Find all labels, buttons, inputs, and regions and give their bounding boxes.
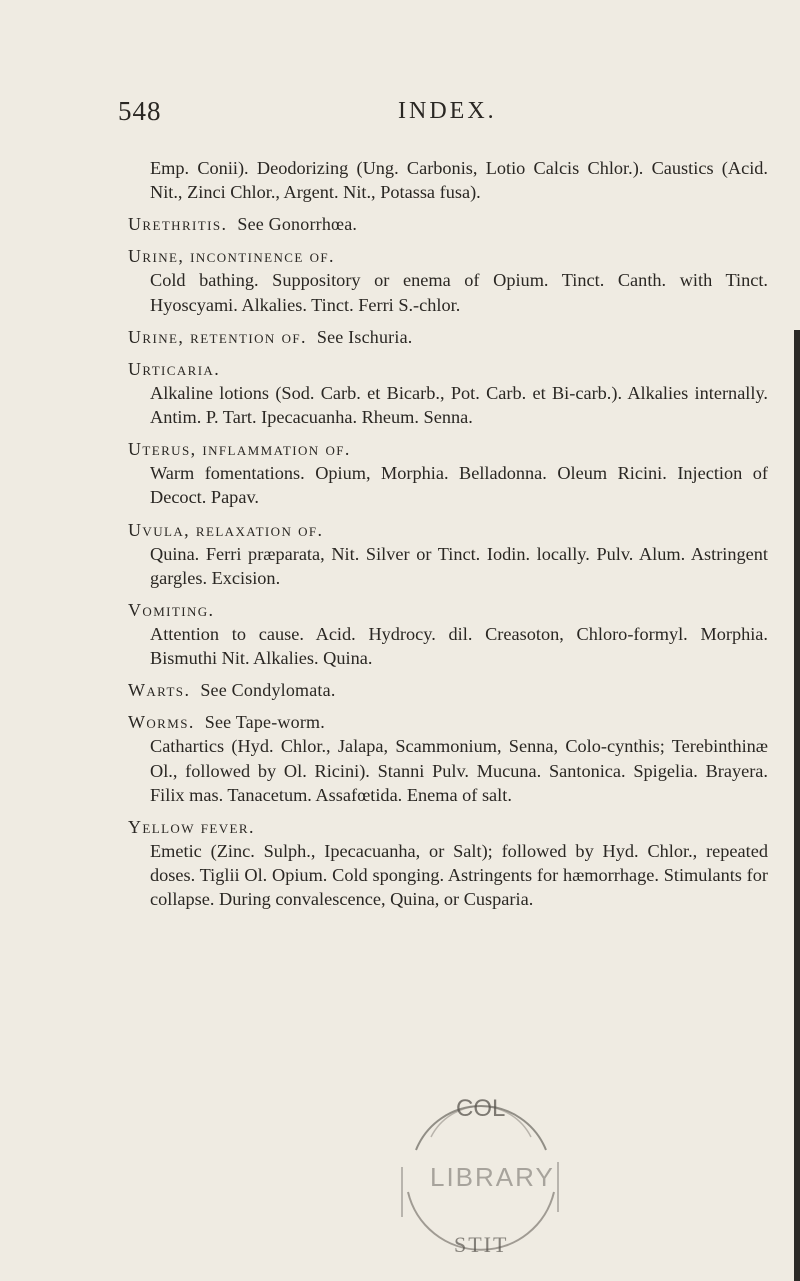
entry-cross-reference: See Condylomata.	[200, 680, 336, 701]
entry-headword: Urticaria.	[128, 358, 221, 379]
index-entry	[128, 437, 768, 509]
index-content	[128, 156, 768, 920]
entry-headword-line	[128, 244, 768, 268]
entry-headword-line	[128, 598, 768, 622]
entry-headword: Vomiting.	[128, 600, 215, 621]
stamp-bottom-text: STIT	[454, 1232, 509, 1257]
entry-headword-line	[128, 437, 768, 461]
entry-headword-line	[128, 325, 768, 349]
stamp-top-text: COL	[456, 1095, 506, 1122]
page-number: 548	[118, 96, 162, 126]
entry-remedies: Emetic (Zinc. Sulph., Ipecacuanha, or Salt); followed by Hyd. Chlor., repeated doses. Tiglii Ol. Opium. Cold sponging. Astringents for hæmorrhage. Stimulants for collapse. During convalescence, Quina, or Cusparia.	[150, 841, 768, 910]
entry-cross-reference: See Gonorrhœa.	[237, 214, 358, 235]
index-entry	[128, 244, 768, 316]
entry-cross-reference: See Tape-worm.	[204, 712, 325, 733]
entry-remedies: Cold bathing. Suppository or enema of Opium. Tinct. Canth. with Tinct. Hyoscyami. Alkalies. Tinct. Ferri S.-chlor.	[150, 270, 768, 315]
entry-headword: Urine, incontinence of.	[128, 246, 335, 267]
continuation-text: Emp. Conii). Deodorizing (Ung. Carbonis, Lotio Calcis Chlor.). Caustics (Acid. Nit., Zinci Chlor., Argent. Nit., Potassa fusa).	[150, 158, 768, 203]
index-entries	[128, 212, 768, 911]
library-stamp	[376, 1072, 586, 1272]
index-entry	[128, 325, 768, 349]
index-entry	[128, 598, 768, 670]
entry-remedies: Attention to cause. Acid. Hydrocy. dil. Creasoton, Chloro-formyl. Morphia. Bismuthi Nit. Alkalies. Quina.	[150, 624, 768, 669]
entry-headword-line	[128, 518, 768, 542]
page-edge-shadow	[794, 330, 800, 1281]
entry-headword-line	[128, 710, 768, 734]
entry-headword-line	[128, 678, 768, 702]
index-entry	[128, 212, 768, 236]
entry-headword-line	[128, 357, 768, 381]
index-entry	[128, 357, 768, 429]
entry-headword: Warts.	[128, 680, 191, 701]
entry-remedies: Quina. Ferri præparata, Nit. Silver or Tinct. Iodin. locally. Pulv. Alum. Astringent gargles. Excision.	[150, 543, 768, 588]
page-header	[118, 96, 710, 128]
entry-headword: Uterus, inflammation of.	[128, 439, 351, 460]
index-entry	[128, 678, 768, 702]
running-head: INDEX.	[398, 98, 497, 124]
index-entry	[128, 518, 768, 590]
entry-remedies: Alkaline lotions (Sod. Carb. et Bicarb., Pot. Carb. et Bi-carb.). Alkalies internally. Antim. P. Tart. Ipecacuanha. Rheum. Senna.	[150, 382, 768, 428]
entry-cross-reference: See Ischuria.	[316, 326, 413, 347]
entry-headword: Urine, retention of.	[128, 326, 307, 347]
entry-remedies: Warm fomentations. Opium, Morphia. Belladonna. Oleum Ricini. Injection of Decoct. Papav.	[150, 463, 768, 508]
index-entry	[128, 815, 768, 912]
entry-headword-line	[128, 815, 768, 839]
entry-headword: Worms.	[128, 712, 195, 733]
index-entry	[128, 710, 768, 807]
entry-headword: Uvula, relaxation of.	[128, 519, 324, 540]
entry-remedies: Cathartics (Hyd. Chlor., Jalapa, Scammonium, Senna, Colo-cynthis; Terebinthinæ Ol., followed by Ol. Ricini). Stanni Pulv. Mucuna. Santonica. Spigelia. Brayera. Filix mas. Tanacetum. Assafœtida. Enema of salt.	[150, 736, 768, 805]
stamp-middle-text: LIBRARY	[430, 1162, 555, 1192]
entry-headword-line	[128, 212, 768, 236]
entry-headword: Yellow fever.	[128, 817, 255, 838]
entry-headword: Urethritis.	[128, 214, 228, 235]
